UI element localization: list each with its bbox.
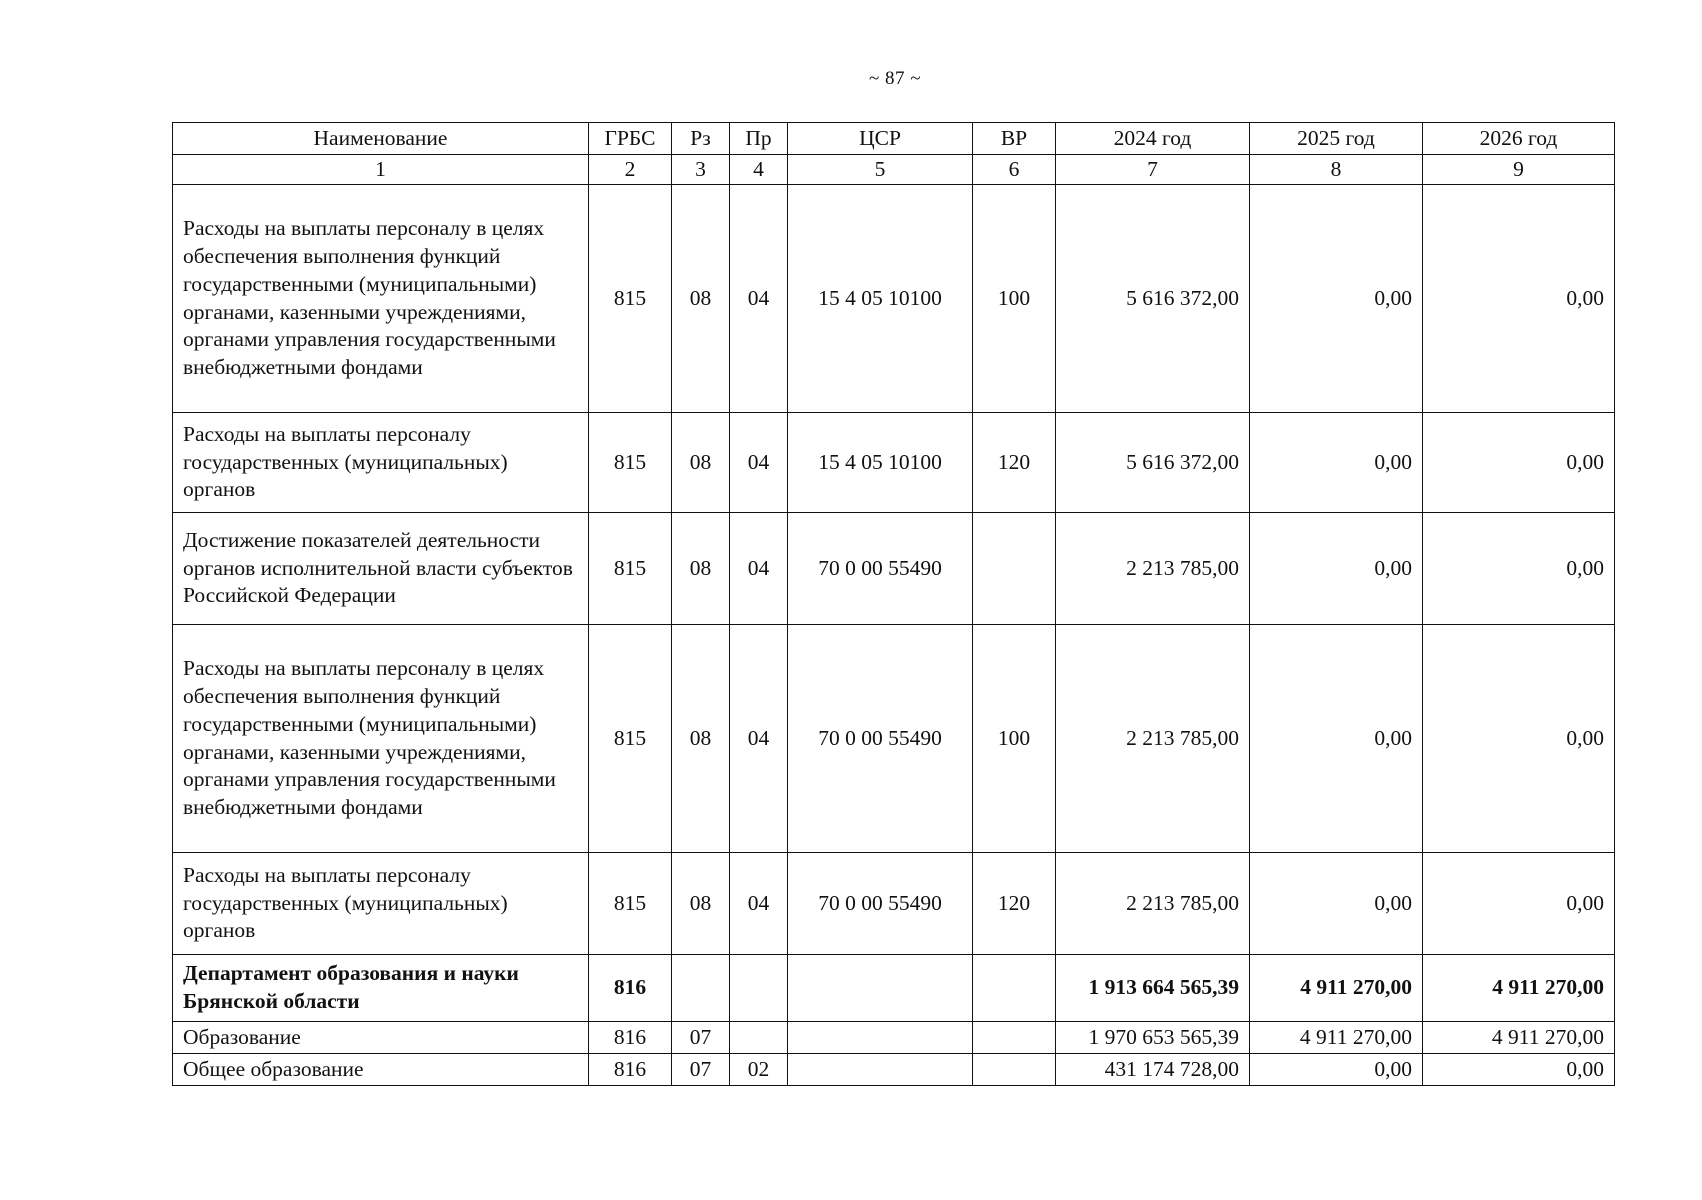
header-2024: 2024 год (1056, 123, 1250, 155)
row-csr: 15 4 05 10100 (788, 185, 973, 413)
row-rz (672, 955, 730, 1022)
row-2025: 4 911 270,00 (1250, 1022, 1423, 1054)
row-2026: 0,00 (1423, 185, 1615, 413)
page-number: ~ 87 ~ (868, 68, 922, 89)
row-csr (788, 955, 973, 1022)
header-grbs: ГРБС (589, 123, 672, 155)
table-row (173, 1022, 1615, 1054)
header-csr: ЦСР (788, 123, 973, 155)
row-grbs: 815 (589, 513, 672, 625)
row-name: Расходы на выплаты персоналу в целях обеспечения выполнения функций государственными (муниципальными) органами, казенными учреждениями, органами управления государственными внебюджетными фондами (173, 625, 589, 853)
row-2024: 1 970 653 565,39 (1056, 1022, 1250, 1054)
row-2025: 0,00 (1250, 853, 1423, 955)
row-csr: 70 0 00 55490 (788, 625, 973, 853)
row-2025: 0,00 (1250, 625, 1423, 853)
header-2025: 2025 год (1250, 123, 1423, 155)
row-vr (973, 513, 1056, 625)
row-csr: 15 4 05 10100 (788, 413, 973, 513)
row-rz: 08 (672, 413, 730, 513)
header-vr: ВР (973, 123, 1056, 155)
row-vr (973, 955, 1056, 1022)
row-csr (788, 1054, 973, 1086)
header-pr: Пр (730, 123, 788, 155)
row-2026: 0,00 (1423, 625, 1615, 853)
row-name: Общее образование (173, 1054, 589, 1086)
budget-table (172, 122, 1615, 1086)
row-grbs: 815 (589, 853, 672, 955)
row-vr: 100 (973, 185, 1056, 413)
row-2025: 0,00 (1250, 513, 1423, 625)
row-pr (730, 955, 788, 1022)
row-pr: 04 (730, 185, 788, 413)
row-rz: 07 (672, 1022, 730, 1054)
row-rz: 08 (672, 853, 730, 955)
row-grbs: 816 (589, 1054, 672, 1086)
row-vr: 100 (973, 625, 1056, 853)
row-2024: 2 213 785,00 (1056, 513, 1250, 625)
row-2024: 431 174 728,00 (1056, 1054, 1250, 1086)
row-pr: 04 (730, 513, 788, 625)
row-2025: 0,00 (1250, 1054, 1423, 1086)
column-number: 9 (1423, 155, 1615, 185)
row-grbs: 815 (589, 413, 672, 513)
table-row-department (173, 955, 1615, 1022)
row-2025: 0,00 (1250, 413, 1423, 513)
table-row (173, 853, 1615, 955)
row-rz: 08 (672, 185, 730, 413)
column-number: 8 (1250, 155, 1423, 185)
table-row (173, 185, 1615, 413)
row-rz: 08 (672, 513, 730, 625)
row-2026: 0,00 (1423, 513, 1615, 625)
table-row (173, 625, 1615, 853)
row-pr (730, 1022, 788, 1054)
row-grbs: 816 (589, 1022, 672, 1054)
row-name: Расходы на выплаты персоналу государственных (муниципальных) органов (173, 853, 589, 955)
row-csr (788, 1022, 973, 1054)
row-pr: 04 (730, 853, 788, 955)
row-vr (973, 1054, 1056, 1086)
row-vr: 120 (973, 853, 1056, 955)
row-rz: 07 (672, 1054, 730, 1086)
row-grbs: 815 (589, 185, 672, 413)
row-pr: 04 (730, 625, 788, 853)
row-pr: 04 (730, 413, 788, 513)
header-row (173, 123, 1615, 155)
row-name: Расходы на выплаты персоналу в целях обеспечения выполнения функций государственными (муниципальными) органами, казенными учреждениями, органами управления государственными внебюджетными фондами (173, 185, 589, 413)
column-number: 1 (173, 155, 589, 185)
header-name: Наименование (173, 123, 589, 155)
column-number: 2 (589, 155, 672, 185)
row-2026: 0,00 (1423, 413, 1615, 513)
header-2026: 2026 год (1423, 123, 1615, 155)
row-vr (973, 1022, 1056, 1054)
column-number: 6 (973, 155, 1056, 185)
column-number: 7 (1056, 155, 1250, 185)
table-row (173, 1054, 1615, 1086)
row-2025: 4 911 270,00 (1250, 955, 1423, 1022)
row-csr: 70 0 00 55490 (788, 513, 973, 625)
row-name: Достижение показателей деятельности органов исполнительной власти субъектов Российской Федерации (173, 513, 589, 625)
row-csr: 70 0 00 55490 (788, 853, 973, 955)
table-row (173, 413, 1615, 513)
column-number: 5 (788, 155, 973, 185)
row-name: Департамент образования и науки Брянской области (173, 955, 589, 1022)
row-2024: 2 213 785,00 (1056, 625, 1250, 853)
row-2024: 5 616 372,00 (1056, 413, 1250, 513)
header-rz: Рз (672, 123, 730, 155)
row-2024: 2 213 785,00 (1056, 853, 1250, 955)
row-2026: 4 911 270,00 (1423, 1022, 1615, 1054)
row-pr: 02 (730, 1054, 788, 1086)
table-row (173, 513, 1615, 625)
row-rz: 08 (672, 625, 730, 853)
row-grbs: 816 (589, 955, 672, 1022)
row-2025: 0,00 (1250, 185, 1423, 413)
row-name: Расходы на выплаты персоналу государственных (муниципальных) органов (173, 413, 589, 513)
row-grbs: 815 (589, 625, 672, 853)
row-2026: 0,00 (1423, 853, 1615, 955)
row-vr: 120 (973, 413, 1056, 513)
row-2024: 1 913 664 565,39 (1056, 955, 1250, 1022)
row-2026: 4 911 270,00 (1423, 955, 1615, 1022)
column-number-row (173, 155, 1615, 185)
row-2026: 0,00 (1423, 1054, 1615, 1086)
column-number: 3 (672, 155, 730, 185)
row-name: Образование (173, 1022, 589, 1054)
row-2024: 5 616 372,00 (1056, 185, 1250, 413)
column-number: 4 (730, 155, 788, 185)
